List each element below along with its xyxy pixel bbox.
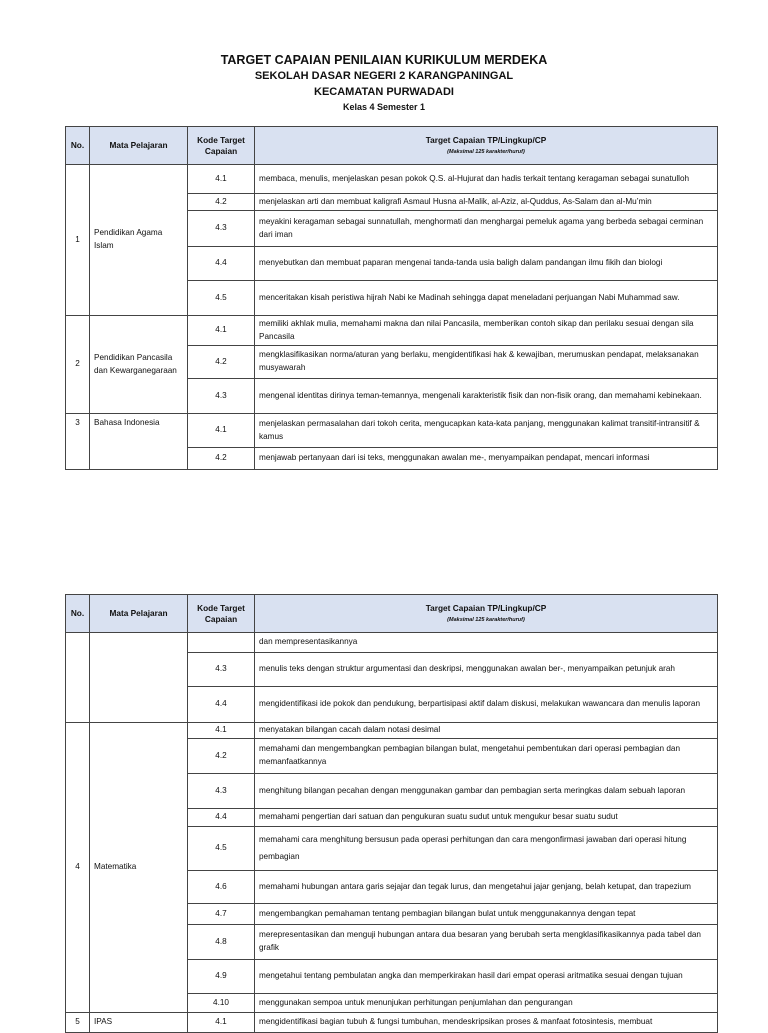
target-code: 4.5 [188, 281, 255, 316]
row-number: 1 [66, 165, 90, 316]
col-header-target-note: (Maksimal 125 karakter/huruf) [447, 616, 525, 623]
col-header-no: No. [66, 595, 90, 633]
row-number: 3 [66, 414, 90, 470]
col-header-target [255, 595, 718, 633]
target-text: menyebutkan dan membuat paparan mengenai tanda-tanda usia baligh dalam pandangan ilmu fikih dan biologi [255, 247, 718, 281]
target-text: menyatakan bilangan cacah dalam notasi desimal [255, 723, 718, 739]
target-text: menggunakan sempoa untuk menunjukan perhitungan penjumlahan dan pengurangan [255, 994, 718, 1013]
target-code: 4.3 [188, 774, 255, 809]
target-text: merepresentasikan dan menguji hubungan antara dua besaran yang berubah serta mengklasifikasikannya pada tabel dan grafik [255, 925, 718, 960]
target-text: mengembangkan pemahaman tentang pembagian bilangan bulat untuk menggunakannya dengan tepat [255, 904, 718, 925]
col-header-subject: Mata Pelajaran [90, 127, 188, 165]
target-code: 4.1 [188, 165, 255, 194]
col-header-code: Kode Target Capaian [188, 595, 255, 633]
target-code: 4.10 [188, 994, 255, 1013]
col-header-no: No. [66, 127, 90, 165]
table-row [66, 316, 718, 346]
target-code: 4.3 [188, 379, 255, 414]
table-header-row [66, 595, 718, 633]
subject-name [90, 633, 188, 723]
class-semester: Kelas 4 Semester 1 [342, 102, 426, 112]
target-text: memahami dan mengembangkan pembagian bilangan bulat, mengetahui pembentukan dari operasi pembagian dan memanfaatkannya [255, 739, 718, 774]
target-text: menghitung bilangan pecahan dengan menggunakan gambar dan pembagian serta meringkas dalam sebuah laporan [255, 774, 718, 809]
target-code: 4.4 [188, 809, 255, 827]
target-code: 4.5 [188, 827, 255, 871]
target-text: memahami hubungan antara garis sejajar dan tegak lurus, dan mengetahui jajar genjang, belah ketupat, dan trapezium [255, 871, 718, 904]
target-table-page-2 [65, 594, 718, 1033]
target-text: mengenal identitas dirinya teman-temannya, mengenali karakteristik fisik dan non-fisik orang, dan memahami kebinekaan. [255, 379, 718, 414]
district-name: KECAMATAN PURWADADI [314, 86, 454, 98]
row-number: 5 [66, 1013, 90, 1033]
target-code: 4.3 [188, 211, 255, 247]
target-text: mengidentifikasi ide pokok dan pendukung, berpartisipasi aktif dalam diskusi, melakukan wawancara dan menulis laporan [255, 687, 718, 723]
target-text: memiliki akhlak mulia, memahami makna dan nilai Pancasila, memberikan contoh sikap dan perilaku sesuai dengan sila Pancasila [255, 316, 718, 346]
col-header-target-label: Target Capaian TP/Lingkup/CP [425, 603, 547, 614]
target-text: mengidentifikasi bagian tubuh & fungsi tumbuhan, mendeskripsikan proses & manfaat fotosintesis, membuat [255, 1013, 718, 1033]
target-text: menjelaskan arti dan membuat kaligrafi Asmaul Husna al-Malik, al-Aziz, al-Quddus, As-Salam dan al-Mu’min [255, 194, 718, 211]
target-code: 4.2 [188, 194, 255, 211]
col-header-target [255, 127, 718, 165]
col-header-subject: Mata Pelajaran [90, 595, 188, 633]
table-row [66, 414, 718, 448]
target-code: 4.1 [188, 316, 255, 346]
subject-name: Bahasa Indonesia [90, 414, 188, 470]
target-code: 4.9 [188, 960, 255, 994]
table-row [66, 633, 718, 653]
school-name: SEKOLAH DASAR NEGERI 2 KARANGPANINGAL [254, 70, 514, 82]
subject-name: Matematika [90, 723, 188, 1013]
target-code: 4.7 [188, 904, 255, 925]
target-code: 4.8 [188, 925, 255, 960]
target-code [188, 633, 255, 653]
target-text: meyakini keragaman sebagai sunnatullah, menghormati dan menghargai pemeluk agama yang berbeda sebagai cerminan dari iman [255, 211, 718, 247]
document-title: TARGET CAPAIAN PENILAIAN KURIKULUM MERDEKA [220, 53, 548, 67]
target-text: mengklasifikasikan norma/aturan yang berlaku, mengidentifikasi hak & kewajiban, merumuskan pendapat, melaksanakan musyawarah [255, 346, 718, 379]
target-code: 4.2 [188, 739, 255, 774]
target-code: 4.1 [188, 723, 255, 739]
target-code: 4.4 [188, 687, 255, 723]
target-text: menulis teks dengan struktur argumentasi dan deskripsi, menggunakan awalan ber-, menyampaikan petunjuk arah [255, 653, 718, 687]
target-table-page-1 [65, 126, 718, 470]
table-row [66, 165, 718, 194]
table-row [66, 1013, 718, 1033]
target-text: membaca, menulis, menjelaskan pesan pokok Q.S. al-Hujurat dan hadis terkait tentang keragaman sebagai sunatulloh [255, 165, 718, 194]
target-text: mengetahui tentang pembulatan angka dan memperkirakan hasil dari empat operasi aritmatika sesuai dengan tujuan [255, 960, 718, 994]
col-header-target-label: Target Capaian TP/Lingkup/CP [425, 135, 547, 146]
target-text: memahami cara menghitung bersusun pada operasi perhitungan dan cara mengonfirmasi jawaban dari operasi hitung pembagian [255, 827, 718, 871]
target-code: 4.1 [188, 1013, 255, 1033]
target-text: menjawab pertanyaan dari isi teks, menggunakan awalan me-, menyampaikan pendapat, mencari informasi [255, 448, 718, 470]
col-header-target-note: (Maksimal 125 karakter/huruf) [447, 148, 525, 155]
target-code: 4.2 [188, 448, 255, 470]
table-row [66, 723, 718, 739]
target-text: memahami pengertian dari satuan dan pengukuran suatu sudut untuk mengukur besar suatu sudut [255, 809, 718, 827]
target-code: 4.2 [188, 346, 255, 379]
row-number: 2 [66, 316, 90, 414]
row-number: 4 [66, 723, 90, 1013]
row-number [66, 633, 90, 723]
target-code: 4.6 [188, 871, 255, 904]
subject-name: IPAS [90, 1013, 188, 1033]
subject-name: Pendidikan Agama Islam [90, 165, 188, 316]
table-header-row [66, 127, 718, 165]
target-code: 4.4 [188, 247, 255, 281]
target-code: 4.3 [188, 653, 255, 687]
subject-name: Pendidikan Pancasila dan Kewarganegaraan [90, 316, 188, 414]
target-text: dan mempresentasikannya [255, 633, 718, 653]
target-code: 4.1 [188, 414, 255, 448]
col-header-code: Kode Target Capaian [188, 127, 255, 165]
target-text: menjelaskan permasalahan dari tokoh cerita, mengucapkan kata-kata panjang, menggunakan kalimat transitif-intransitif & kamus [255, 414, 718, 448]
target-text: menceritakan kisah peristiwa hijrah Nabi ke Madinah sehingga dapat meneladani perjuangan Nabi Muhammad saw. [255, 281, 718, 316]
